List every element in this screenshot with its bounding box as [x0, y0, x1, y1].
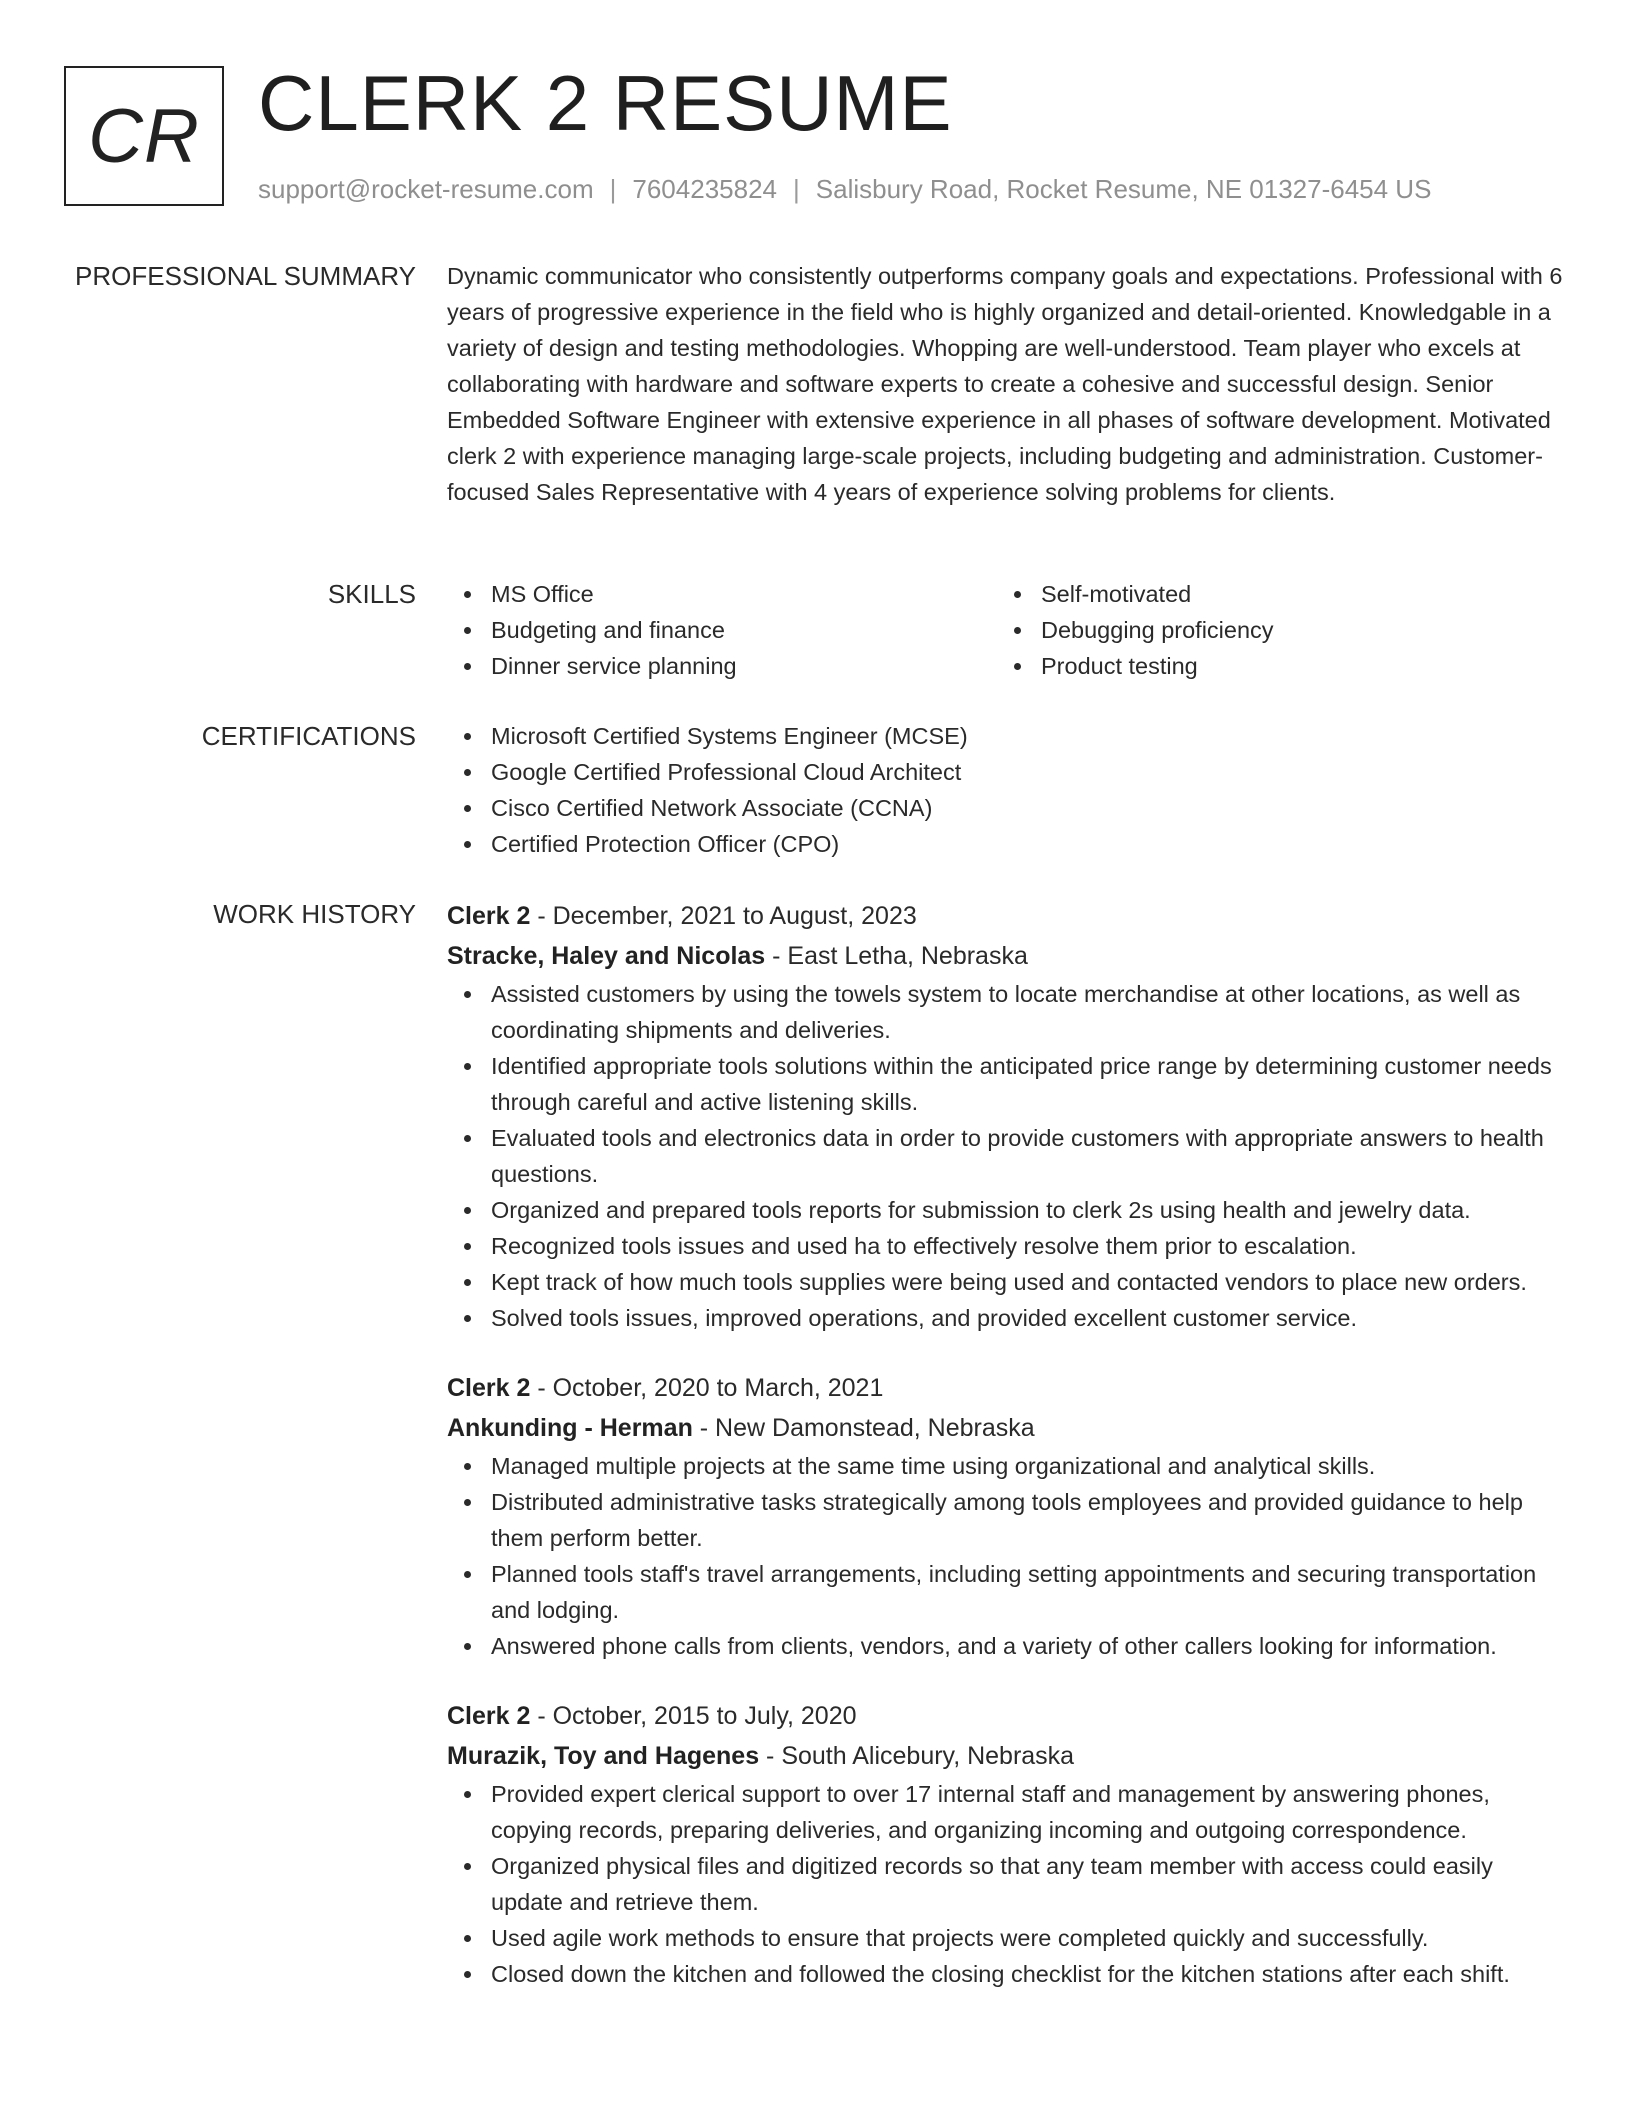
job-location: - East Letha, Nebraska: [765, 942, 1028, 970]
job-company: Ankunding - Herman: [447, 1414, 693, 1442]
contact-email[interactable]: support@rocket-resume.com: [258, 174, 594, 204]
job-duty: Kept track of how much tools supplies were being used and contacted vendors to place new orders.: [447, 1264, 1567, 1300]
skills-body: [447, 576, 1567, 684]
job-entry: [447, 1368, 1567, 1664]
job-duty: Closed down the kitchen and followed the closing checklist for the kitchen stations after each shift.: [447, 1956, 1567, 1992]
skill-item: Debugging proficiency: [997, 612, 1547, 648]
job-title-line: [447, 1368, 1567, 1408]
job-duty: Provided expert clerical support to over 17 internal staff and management by answering phones, copying records, preparing deliveries, and organizing incoming and outgoing correspondence.: [447, 1776, 1567, 1848]
job-role: Clerk 2: [447, 1374, 531, 1402]
job-duty: Planned tools staff's travel arrangements, including setting appointments and securing transportation and lodging.: [447, 1556, 1567, 1628]
certification-item: Cisco Certified Network Associate (CCNA): [447, 790, 1567, 826]
summary-heading: PROFESSIONAL SUMMARY: [75, 261, 416, 291]
job-dates: - October, 2020 to March, 2021: [530, 1374, 884, 1402]
skill-item: Self-motivated: [997, 576, 1547, 612]
work-history-heading: WORK HISTORY: [213, 899, 416, 929]
job-entry: [447, 1696, 1567, 1992]
job-duty: Used agile work methods to ensure that projects were completed quickly and successfully.: [447, 1920, 1567, 1956]
work-history-body: [447, 896, 1567, 1992]
job-location: - New Damonstead, Nebraska: [692, 1414, 1035, 1442]
job-duties: [447, 1448, 1567, 1664]
certifications-heading: CERTIFICATIONS: [201, 721, 416, 751]
job-duty: Evaluated tools and electronics data in order to provide customers with appropriate answers to health questions.: [447, 1120, 1567, 1192]
job-duty: Organized physical files and digitized records so that any team member with access could easily update and retrieve them.: [447, 1848, 1567, 1920]
job-duty: Answered phone calls from clients, vendors, and a variety of other callers looking for information.: [447, 1628, 1567, 1664]
certification-item: Google Certified Professional Cloud Architect: [447, 754, 1567, 790]
job-duty: Recognized tools issues and used ha to effectively resolve them prior to escalation.: [447, 1228, 1567, 1264]
job-company-line: [447, 1408, 1567, 1448]
monogram-logo: CR: [64, 66, 224, 206]
skills-column-left: [447, 576, 997, 684]
skill-item: MS Office: [447, 576, 997, 612]
contact-address: Salisbury Road, Rocket Resume, NE 01327-6454 US: [815, 174, 1432, 204]
skills-grid: [447, 576, 1567, 684]
contact-phone[interactable]: 7604235824: [632, 174, 777, 204]
contact-separator: |: [609, 174, 617, 204]
skills-column-right: [997, 576, 1547, 684]
certifications-list: [447, 718, 1567, 862]
skill-item: Product testing: [997, 648, 1547, 684]
job-duty: Assisted customers by using the towels system to locate merchandise at other locations, as well as coordinating shipments and deliveries.: [447, 976, 1567, 1048]
job-dates: - October, 2015 to July, 2020: [530, 1702, 857, 1730]
certification-item: Certified Protection Officer (CPO): [447, 826, 1567, 862]
skill-item: Budgeting and finance: [447, 612, 997, 648]
certification-item: Microsoft Certified Systems Engineer (MCSE): [447, 718, 1567, 754]
job-location: - South Alicebury, Nebraska: [759, 1742, 1075, 1770]
job-company-line: [447, 936, 1567, 976]
job-role: Clerk 2: [447, 902, 531, 930]
job-dates: - December, 2021 to August, 2023: [530, 902, 917, 930]
job-role: Clerk 2: [447, 1702, 531, 1730]
job-duties: [447, 976, 1567, 1336]
summary-body: [447, 258, 1567, 510]
contact-line: [258, 174, 1431, 205]
contact-separator: |: [793, 174, 800, 204]
resume-title: CLERK 2 RESUME: [258, 59, 953, 147]
job-duties: [447, 1776, 1567, 1992]
job-company: Stracke, Haley and Nicolas: [447, 942, 766, 970]
skills-heading: SKILLS: [327, 579, 416, 609]
skill-item: Dinner service planning: [447, 648, 997, 684]
summary-text: Dynamic communicator who consistently outperforms company goals and expectations. Professional with 6 years of progressive experience in the field who is highly organized and detail-oriented. Knowledgable in a variety of design and testing methodologies. Whopping are well-understood. Team player who excels at collaborating with hardware and software experts to create a cohesive and successful design. Senior Embedded Software Engineer with extensive experience in all phases of software development. Motivated clerk 2 with experience managing large-scale projects, including budgeting and administration. Customer-focused Sales Representative with 4 years of experience solving problems for clients.: [447, 263, 1563, 505]
job-duty: Solved tools issues, improved operations, and provided excellent customer service.: [447, 1300, 1567, 1336]
job-duty: Managed multiple projects at the same time using organizational and analytical skills.: [447, 1448, 1567, 1484]
job-duty: Identified appropriate tools solutions within the anticipated price range by determining customer needs through careful and active listening skills.: [447, 1048, 1567, 1120]
certifications-body: [447, 718, 1567, 862]
job-company: Murazik, Toy and Hagenes: [447, 1742, 760, 1770]
job-entry: [447, 896, 1567, 1336]
job-title-line: [447, 1696, 1567, 1736]
job-duty: Distributed administrative tasks strategically among tools employees and provided guidance to help them perform better.: [447, 1484, 1567, 1556]
job-title-line: [447, 896, 1567, 936]
job-duty: Organized and prepared tools reports for submission to clerk 2s using health and jewelry data.: [447, 1192, 1567, 1228]
job-company-line: [447, 1736, 1567, 1776]
